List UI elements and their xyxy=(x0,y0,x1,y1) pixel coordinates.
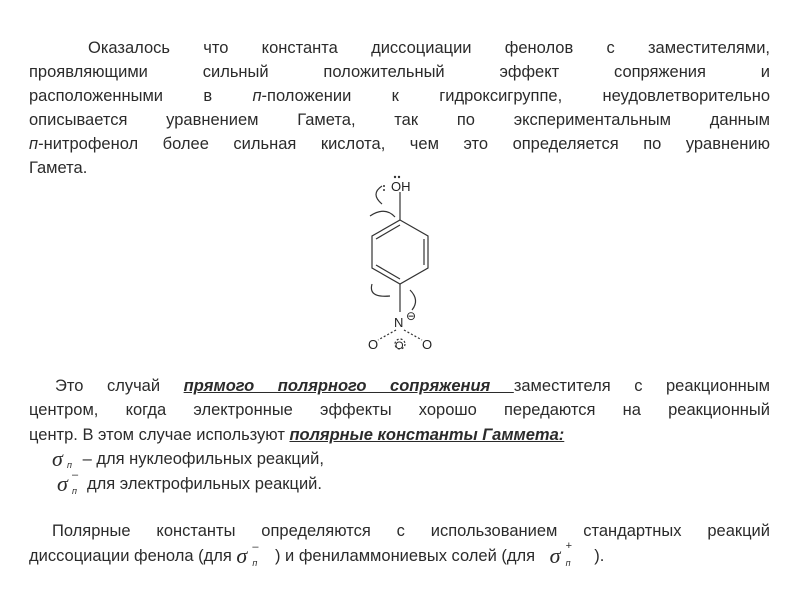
emphasis: полярные константы Гаммета: xyxy=(289,426,565,444)
text: ) и фениламмониевых солей (для xyxy=(270,547,540,565)
text: расположенными в xyxy=(29,87,253,105)
p1-line6: Гамета. xyxy=(29,159,88,177)
text: диссоциации фенола (для xyxy=(29,547,237,565)
emphasis: прямого полярного сопряжения xyxy=(183,377,514,395)
o-label: O xyxy=(368,337,379,352)
o-label: O xyxy=(395,340,404,352)
sigma-symbol: σ xyxy=(52,446,63,471)
sigma-symbol: σ xyxy=(236,543,248,568)
sigma-symbol: σ xyxy=(57,471,68,496)
sigma-minus xyxy=(236,541,270,568)
p3-line2 xyxy=(29,540,770,568)
subscript: п xyxy=(252,558,258,568)
n-label: N xyxy=(394,315,404,330)
text: заместителя с реакционным xyxy=(513,377,771,395)
superscript: – xyxy=(72,469,79,481)
p1-line5 xyxy=(29,134,770,154)
p1-line1: Оказалось что константа диссоциации фенолов с заместителями, xyxy=(88,39,770,57)
superscript: – xyxy=(252,541,259,553)
text: – для нуклеофильных реакций, xyxy=(78,450,324,468)
subscript: п xyxy=(565,558,571,568)
text: п xyxy=(29,135,39,153)
superscript: + xyxy=(565,540,573,552)
p2-line3 xyxy=(29,425,770,445)
sigma-line2 xyxy=(57,469,798,496)
p1-line4: описывается уравнением Гамета, так по экспериментальным данным xyxy=(29,111,770,129)
nitrophenol-structure xyxy=(350,172,450,362)
charge-label: ⊖ xyxy=(406,309,417,323)
p1-line2: проявляющими сильный положительный эффект сопряжения и xyxy=(29,63,770,81)
sigma-n xyxy=(52,446,78,471)
text: ). xyxy=(589,547,605,565)
p2-line2: центром, когда электронные эффекты хорошо передаются на реакционный xyxy=(29,401,770,419)
text: для электрофильных реакций. xyxy=(87,475,322,493)
p3-line1: Полярные константы определяются с использованием стандартных реакций xyxy=(52,522,770,540)
text: центр. В этом случае используют xyxy=(29,426,290,444)
sigma-n-minus xyxy=(57,469,87,496)
text: п xyxy=(252,87,262,105)
sigma-line1 xyxy=(52,446,793,471)
o-label: O xyxy=(422,337,433,352)
subscript: п xyxy=(67,460,72,470)
p2-line1 xyxy=(55,376,770,396)
oh-label: OH xyxy=(391,179,411,194)
text: -положении к гидроксигруппе, неудовлетворительно xyxy=(261,87,770,105)
p1-line3 xyxy=(29,86,770,106)
text: Это случай xyxy=(55,377,184,395)
sigma-plus xyxy=(549,540,590,568)
text: -нитрофенол более сильная кислота, чем это определяется по уравнению xyxy=(38,135,770,153)
subscript: п xyxy=(72,486,77,496)
sigma-symbol: σ xyxy=(549,543,561,568)
